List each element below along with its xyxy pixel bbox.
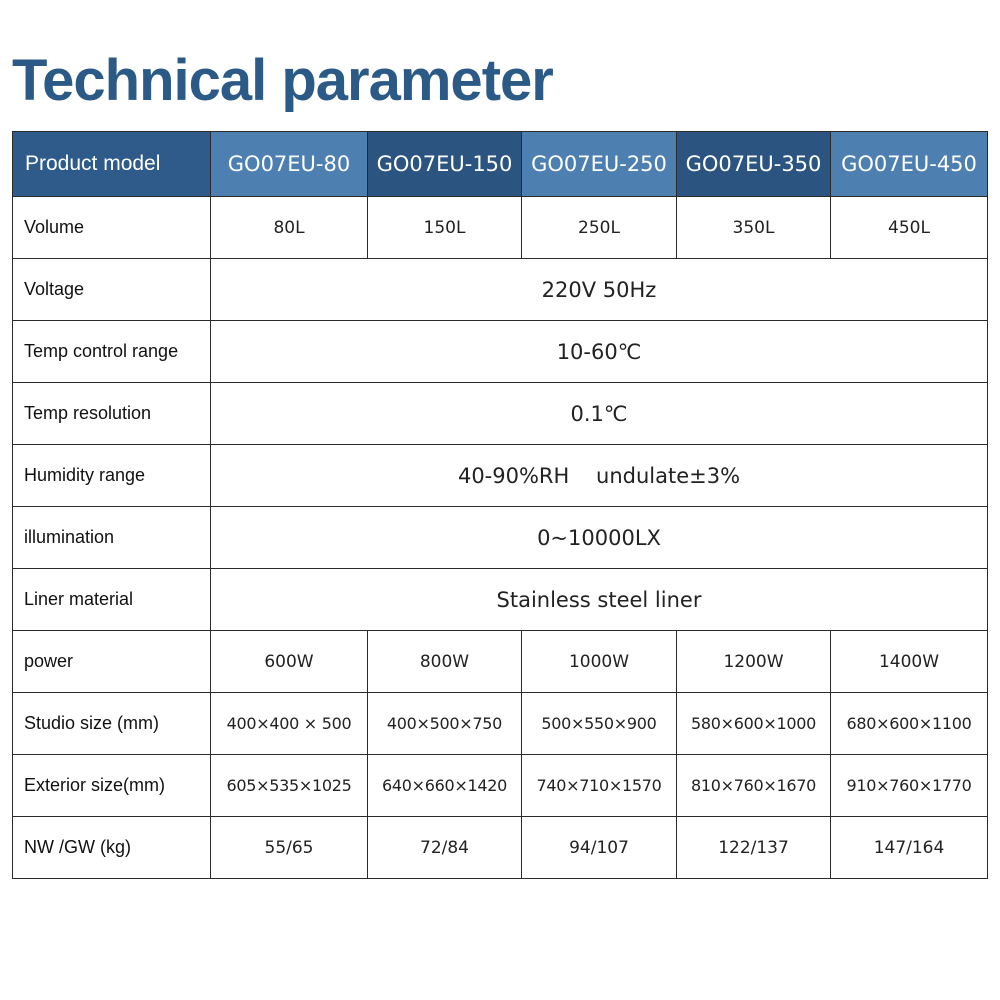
table-cell: 10-60℃ [211, 321, 988, 383]
header-model: GO07EU-350 [677, 132, 831, 197]
table-cell: 40-90%RH undulate±3% [211, 445, 988, 507]
row-label-studio-size: Studio size (mm) [13, 693, 211, 755]
table-row [13, 755, 988, 817]
table-cell: 94/107 [522, 817, 677, 879]
table-cell: 1400W [831, 631, 988, 693]
table-row [13, 383, 988, 445]
table-cell: 72/84 [368, 817, 522, 879]
table-cell: Stainless steel liner [211, 569, 988, 631]
table-cell: 400×500×750 [368, 693, 522, 755]
table-cell: 400×400 × 500 [211, 693, 368, 755]
table-cell: 600W [211, 631, 368, 693]
table-cell: 147/164 [831, 817, 988, 879]
table-cell: 0.1℃ [211, 383, 988, 445]
table-row [13, 569, 988, 631]
page-title: Technical parameter [12, 48, 553, 113]
header-model: GO07EU-150 [368, 132, 522, 197]
table-cell: 640×660×1420 [368, 755, 522, 817]
row-label-temp-control-range: Temp control range [13, 321, 211, 383]
table-cell: 800W [368, 631, 522, 693]
table-row [13, 445, 988, 507]
header-label: Product model [13, 132, 211, 197]
row-label-volume: Volume [13, 197, 211, 259]
table-row [13, 507, 988, 569]
table-cell: 580×600×1000 [677, 693, 831, 755]
table-row [13, 631, 988, 693]
table-cell: 350L [677, 197, 831, 259]
table-cell: 605×535×1025 [211, 755, 368, 817]
table-cell: 220V 50Hz [211, 259, 988, 321]
table-cell: 55/65 [211, 817, 368, 879]
table-row [13, 321, 988, 383]
table-cell: 250L [522, 197, 677, 259]
row-label-liner-material: Liner material [13, 569, 211, 631]
table-cell: 122/137 [677, 817, 831, 879]
header-model: GO07EU-250 [522, 132, 677, 197]
row-label-exterior-size: Exterior size(mm) [13, 755, 211, 817]
table-cell: 80L [211, 197, 368, 259]
table-cell: 0~10000LX [211, 507, 988, 569]
table-cell: 740×710×1570 [522, 755, 677, 817]
table-row [13, 693, 988, 755]
table-cell: 150L [368, 197, 522, 259]
row-label-nw-gw: NW /GW (kg) [13, 817, 211, 879]
header-model: GO07EU-450 [831, 132, 988, 197]
table-cell: 1200W [677, 631, 831, 693]
header-model: GO07EU-80 [211, 132, 368, 197]
row-label-power: power [13, 631, 211, 693]
row-label-humidity-range: Humidity range [13, 445, 211, 507]
table-row [13, 817, 988, 879]
table-row [13, 197, 988, 259]
table-cell: 500×550×900 [522, 693, 677, 755]
table-cell: 810×760×1670 [677, 755, 831, 817]
table-cell: 680×600×1100 [831, 693, 988, 755]
table-cell: 1000W [522, 631, 677, 693]
table-row [13, 259, 988, 321]
row-label-illumination: illumination [13, 507, 211, 569]
table-header-row [13, 132, 988, 197]
technical-parameter-table [12, 131, 988, 879]
row-label-voltage: Voltage [13, 259, 211, 321]
table-cell: 910×760×1770 [831, 755, 988, 817]
row-label-temp-resolution: Temp resolution [13, 383, 211, 445]
table-cell: 450L [831, 197, 988, 259]
